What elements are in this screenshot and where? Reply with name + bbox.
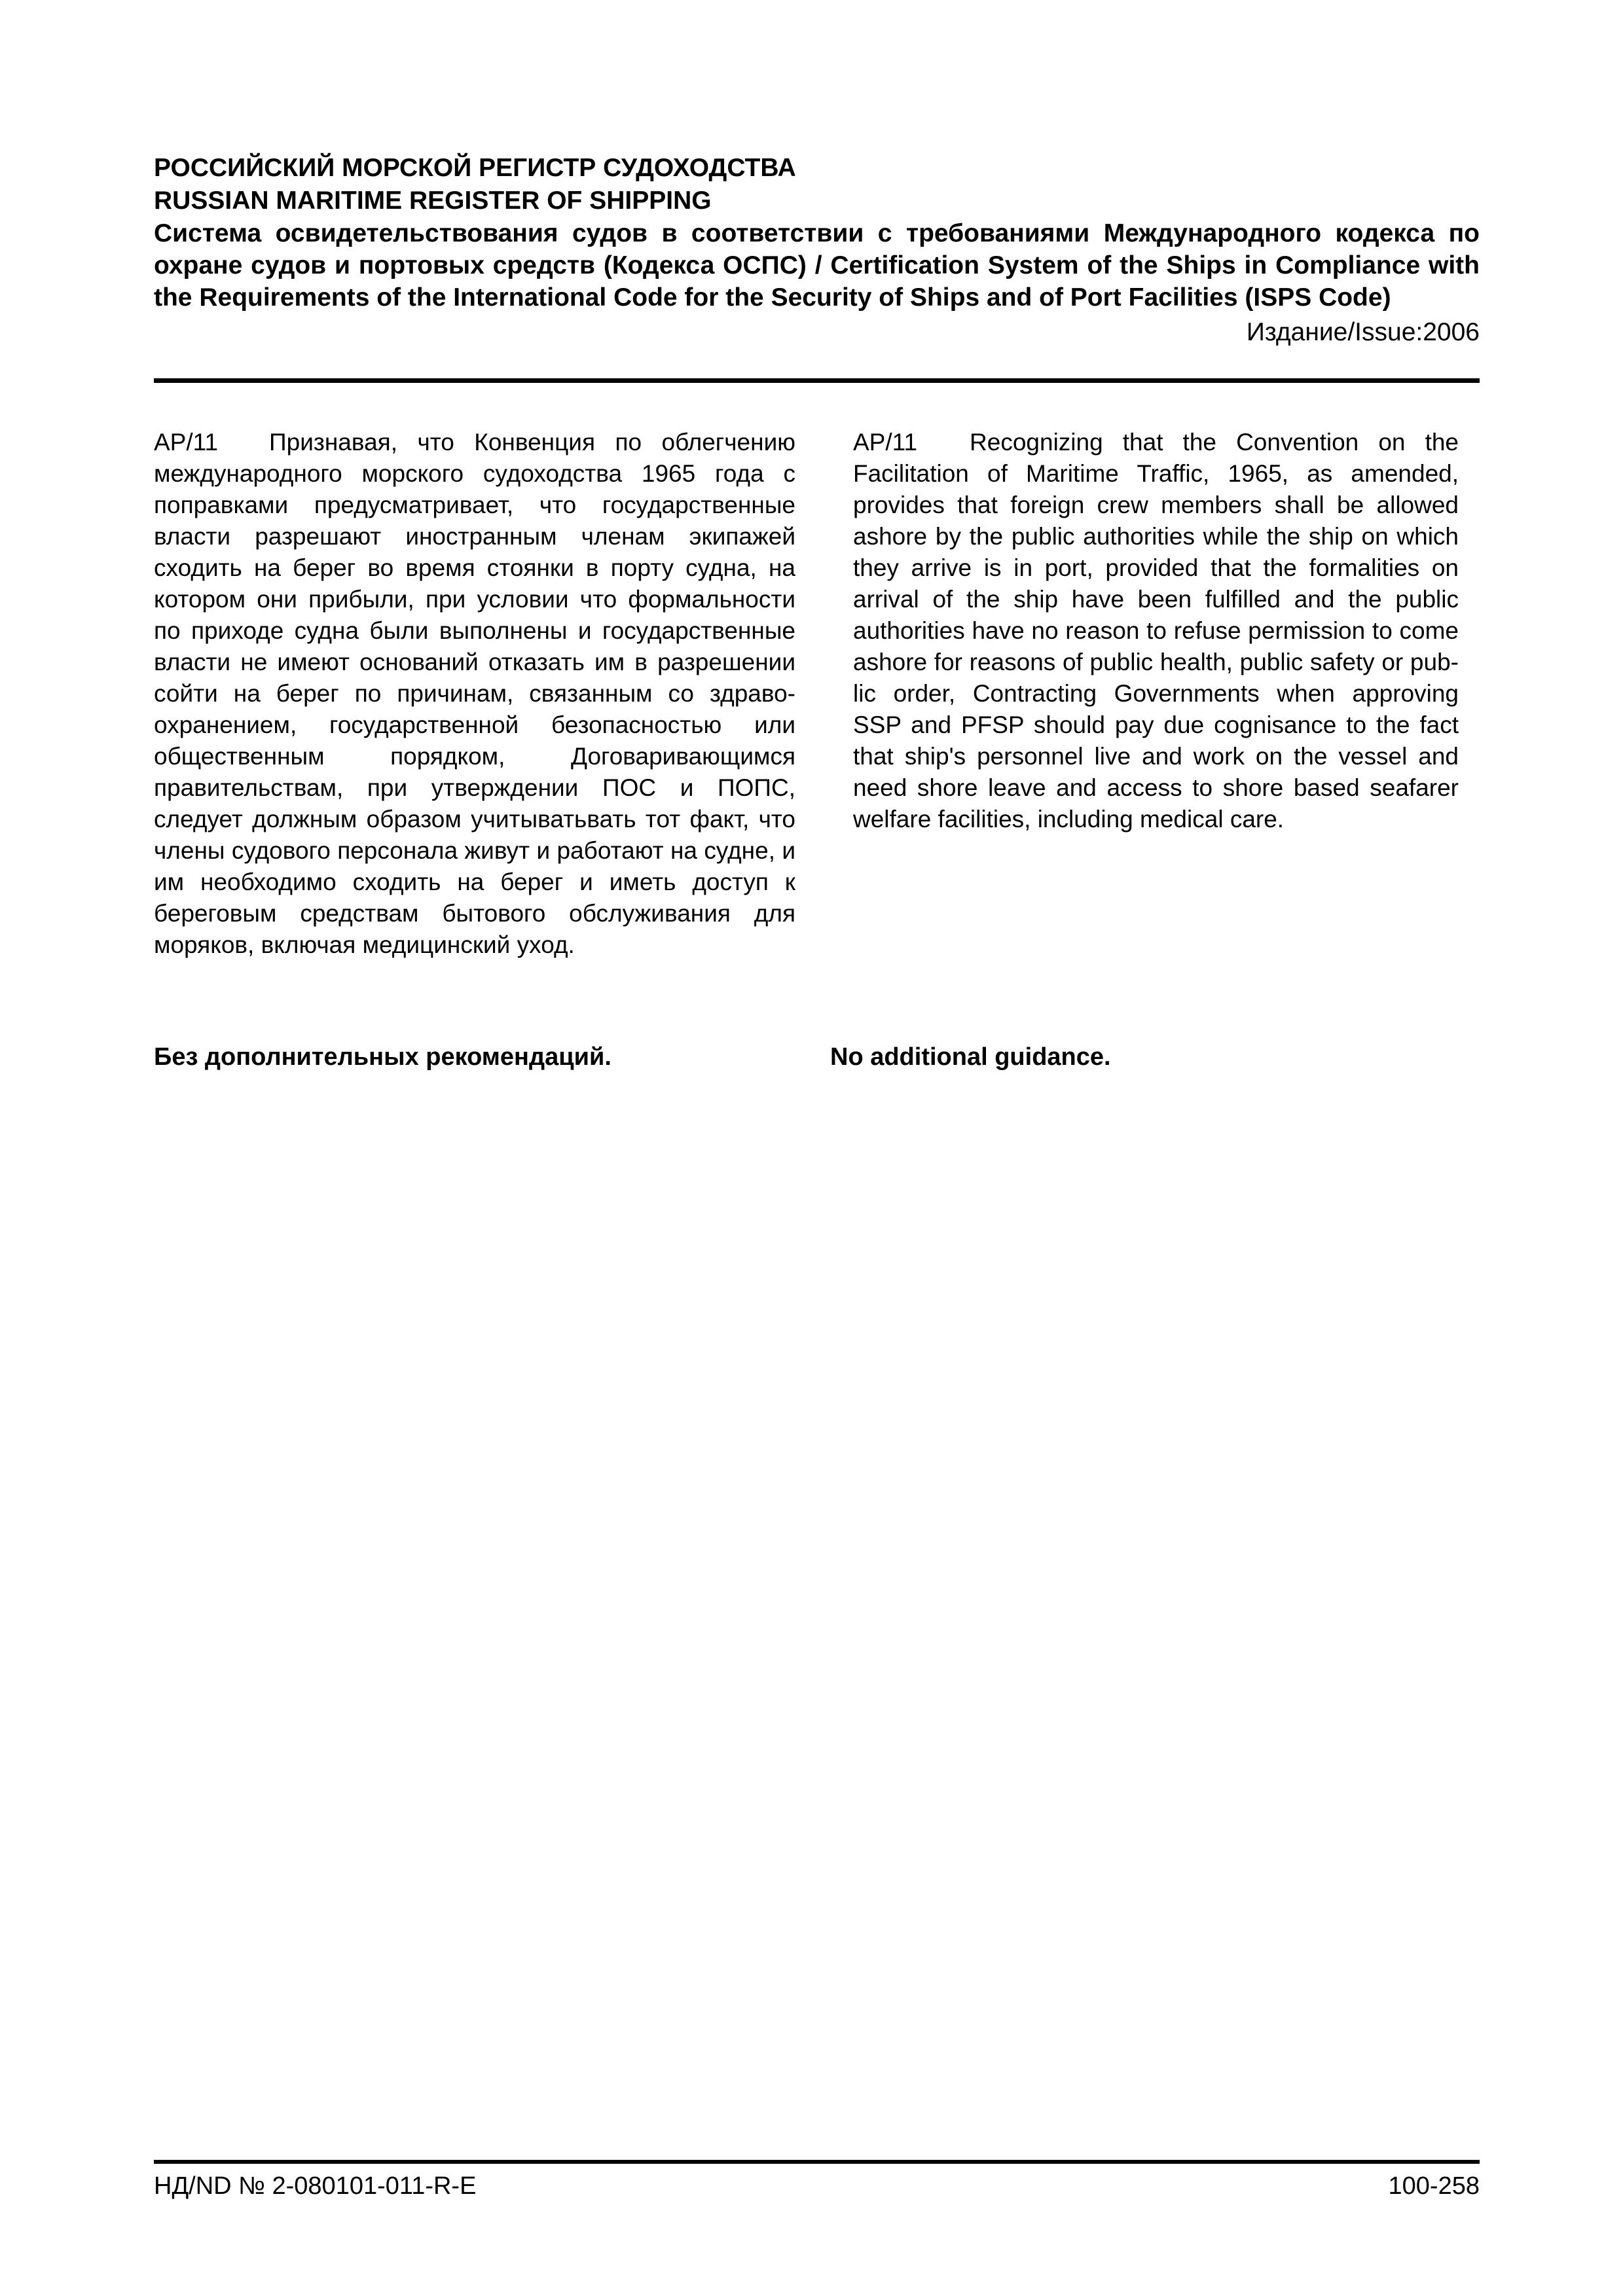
certification-system-title: Система освидетельствования судов в соответствии с требованиями Международного кодекса по охране судов и портовых средств (Кодекса ОСПС) / Certification System of the Ships in Compliance with the Requirements of the International Code for the Security of Ships and of Port Facilities (ISPS Code) (154, 219, 1480, 312)
column-russian (154, 427, 795, 961)
guidance-note-en: No additional guidance. (830, 1043, 1111, 1071)
paragraph-ref-ru: АР/11 (154, 429, 219, 456)
guidance-note-ru: Без дополнительных рекомендаций. (154, 1043, 611, 1071)
paragraph-text-ru: Признавая, что Конвенция по облегчению международного морского судоходства 1965 года с поправками предусматривает, что государственные власти разрешают иностранным членам экипажей сходить на берег во время стоянки в порту судна, на котором они прибыли, при условии что формальности по приходе судна были выполнены и государственные власти не имеют оснований отказать им в разрешении сойти на берег по причинам, связанным со здравоохранением, государственной безопасностью или общественным порядком, Договаривающимся правительствам, при утверждении ПОС и ПОПС, следует должным образом учитыватьвать тот факт, что члены судового персонала живут и работают на судне, и им необходимо сходить на берег и иметь доступ к береговым средствам бытового обслуживания для моряков, включая медицинский уход. (154, 429, 795, 958)
issue-label: Издание/Issue:2006 (1246, 318, 1480, 346)
header-divider (154, 378, 1480, 383)
page-number: 100-258 (1388, 2172, 1480, 2200)
document-number: НД/ND № 2-080101-011-R-E (154, 2172, 477, 2200)
column-english (853, 427, 1459, 835)
organization-name-en: RUSSIAN MARITIME REGISTER OF SHIPPING (154, 187, 712, 215)
footer-divider (154, 2160, 1480, 2164)
paragraph-text-en: Recognizing that the Convention on the Facilitation of Maritime Traffic, 1965, as amended, provides that foreign crew members shall be allowed ashore by the public authorities while the ship on which they arrive is in port, provided that the formalities on arrival of the ship have been fulfilled and the public authorities have no reason to refuse permission to come ashore for reasons of public health, public safety or public order, Contracting Governments when approving SSP and PFSP should pay due cognisance to the fact that ship's personnel live and work on the vessel and need shore leave and access to shore based seafarer welfare facilities, including medical care. (853, 429, 1459, 833)
organization-name-ru: РОССИЙСКИЙ МОРСКОЙ РЕГИСТР СУДОХОДСТВА (154, 154, 796, 182)
paragraph-ru (154, 427, 795, 961)
paragraph-en (853, 427, 1459, 835)
page-header (154, 152, 1480, 349)
paragraph-ref-en: AP/11 (853, 429, 918, 456)
